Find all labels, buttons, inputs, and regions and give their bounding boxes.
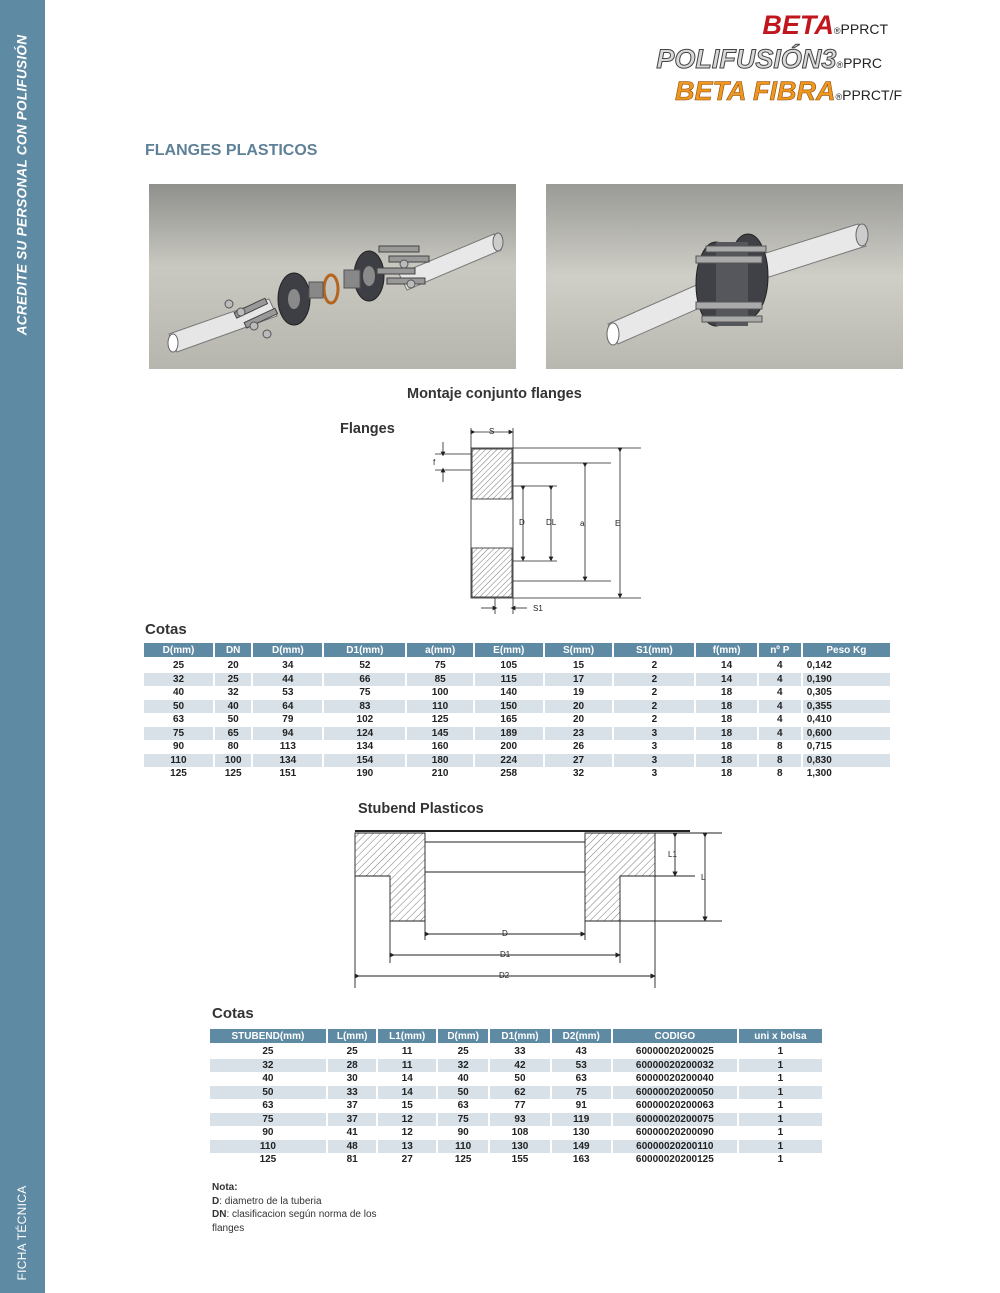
column-header: S1(mm) — [614, 643, 694, 659]
table-cell: 18 — [721, 714, 733, 726]
table-cell: 0,305 — [806, 687, 832, 699]
table-row — [144, 767, 890, 781]
table-cell: 25 — [215, 673, 251, 687]
table-cell: 53 — [552, 1059, 611, 1073]
table-cell: 32 — [572, 768, 585, 780]
stubend-table — [208, 1029, 824, 1167]
table-row — [210, 1140, 822, 1154]
note-title — [212, 1181, 402, 1195]
table-cell: 102 — [356, 714, 374, 726]
table-cell: 110 — [210, 1140, 326, 1154]
table-cell: 125 — [431, 714, 449, 726]
table-cell: 63 — [172, 714, 185, 726]
table-cell: 90 — [262, 1127, 274, 1139]
table-cell: 18 — [696, 727, 757, 741]
table-row — [210, 1113, 822, 1127]
table-cell: 25 — [262, 1046, 274, 1058]
table-cell: 80 — [227, 741, 239, 753]
table-row — [210, 1072, 822, 1086]
table-cell: 110 — [144, 754, 213, 768]
table-cell: 210 — [431, 768, 449, 780]
table-cell: 40 — [172, 687, 185, 699]
table-cell: 100 — [431, 687, 449, 699]
column-header: E(mm) — [475, 643, 543, 659]
table-cell: 110 — [407, 700, 472, 714]
table-cell: 1 — [777, 1154, 784, 1166]
table-cell: 2 — [614, 700, 694, 714]
table-cell: 63 — [575, 1073, 587, 1085]
column-header: D(mm) — [144, 643, 213, 659]
table-cell: 165 — [500, 714, 518, 726]
table-header-row — [210, 1029, 822, 1045]
table-cell: 1 — [777, 1127, 784, 1139]
table-cell: 130 — [490, 1140, 549, 1154]
table-cell: 190 — [356, 768, 374, 780]
table-cell: 0,410 — [806, 714, 832, 726]
table-cell: 32 — [438, 1059, 488, 1073]
table-cell: 145 — [407, 727, 472, 741]
table-cell: 20 — [572, 714, 585, 726]
column-header: D1(mm) — [324, 643, 405, 659]
table-row — [210, 1126, 822, 1140]
table-cell: 34 — [282, 660, 294, 672]
table-cell: 27 — [401, 1154, 413, 1166]
table-cell: 4 — [759, 673, 801, 687]
table-cell: 41 — [346, 1127, 358, 1139]
label-l1: L1 — [668, 850, 677, 859]
table-cell: 113 — [279, 741, 296, 753]
table-cell: 3 — [651, 768, 658, 780]
table-row — [144, 700, 890, 714]
column-header: CODIGO — [613, 1029, 737, 1045]
table-cell: 0,190 — [803, 673, 890, 687]
photo-caption: Montaje conjunto flanges — [407, 386, 582, 402]
table-cell: 77 — [514, 1100, 526, 1112]
table-cell: 151 — [279, 768, 297, 780]
table-cell: 50 — [438, 1086, 488, 1100]
table-header-row — [144, 643, 890, 659]
brand-suffix: PPRC — [843, 55, 882, 71]
page-title: FLANGES PLASTICOS — [145, 142, 318, 159]
label-e: E — [615, 519, 621, 528]
table-cell: 4 — [759, 727, 801, 741]
table-cell: 4 — [759, 700, 801, 714]
column-header: L(mm) — [328, 1029, 377, 1045]
table-cell: 15 — [572, 660, 585, 672]
brand-beta-logo — [762, 10, 888, 41]
column-header: S(mm) — [545, 643, 613, 659]
table-row — [144, 754, 890, 768]
sidebar — [0, 0, 45, 1293]
table-cell: 83 — [324, 700, 405, 714]
table-cell: 2 — [651, 687, 658, 699]
table-cell: 108 — [511, 1127, 529, 1139]
label-d2: D2 — [499, 971, 510, 980]
table-cell: 52 — [359, 660, 371, 672]
table-row — [210, 1045, 822, 1059]
table-cell: 32 — [210, 1059, 326, 1073]
column-header: Peso Kg — [803, 643, 890, 659]
table-cell: 60000020200032 — [613, 1059, 737, 1073]
table-cell: 65 — [215, 727, 251, 741]
table-cell: 64 — [253, 700, 322, 714]
table-cell: 1 — [739, 1113, 822, 1127]
table-row — [210, 1059, 822, 1073]
table-cell: 2 — [614, 673, 694, 687]
table-cell: 93 — [490, 1113, 549, 1127]
table-cell: 15 — [401, 1100, 413, 1112]
table-cell: 124 — [324, 727, 405, 741]
table-cell: 60000020200090 — [635, 1127, 714, 1139]
table-cell: 60000020200125 — [635, 1154, 714, 1166]
table-cell: 42 — [490, 1059, 549, 1073]
table-cell: 1 — [739, 1140, 822, 1154]
table-cell: 0,600 — [803, 727, 890, 741]
label-d1: DL — [546, 518, 557, 527]
table-cell: 33 — [514, 1046, 526, 1058]
table-cell: 90 — [457, 1127, 469, 1139]
table-cell: 258 — [500, 768, 518, 780]
table-cell: 66 — [324, 673, 405, 687]
table-row — [144, 740, 890, 754]
stubend-drawing — [350, 828, 730, 993]
table-cell: 8 — [777, 768, 783, 780]
table-cell: 17 — [545, 673, 613, 687]
table-cell: 60000020200075 — [613, 1113, 737, 1127]
table-cell: 110 — [438, 1140, 488, 1154]
table-cell: 60000020200063 — [635, 1100, 714, 1112]
table-cell: 25 — [457, 1046, 469, 1058]
flanges-heading: Flanges — [340, 421, 395, 437]
table-cell: 20 — [545, 700, 613, 714]
note-text: : diametro de la tuberia — [219, 1195, 322, 1207]
table-cell: 1 — [777, 1100, 784, 1112]
brand-name: BETA — [762, 10, 834, 40]
note-line — [212, 1208, 402, 1235]
exploded-assembly-photo — [149, 184, 516, 369]
table-cell: 189 — [475, 727, 543, 741]
table-cell: 180 — [407, 754, 472, 768]
table-cell: 40 — [215, 700, 251, 714]
table-cell: 27 — [545, 754, 613, 768]
sidebar-bottom-text: FICHA TÉCNICA — [15, 1184, 29, 1281]
table-cell: 18 — [696, 754, 757, 768]
table-cell: 25 — [346, 1046, 358, 1058]
table-cell: 75 — [438, 1113, 488, 1127]
table-cell: 12 — [401, 1127, 413, 1139]
table-cell: 154 — [324, 754, 405, 768]
column-header: L1(mm) — [378, 1029, 435, 1045]
table-cell: 4 — [777, 687, 783, 699]
cotas-heading: Cotas — [145, 621, 187, 638]
table-row — [210, 1086, 822, 1100]
table-cell: 81 — [346, 1154, 358, 1166]
note-text: : clasificacion según norma de los flanges — [212, 1209, 377, 1234]
table-cell: 28 — [328, 1059, 377, 1073]
table-row — [210, 1153, 822, 1167]
table-cell: 125 — [454, 1154, 472, 1166]
table-cell: 125 — [224, 768, 242, 780]
table-cell: 37 — [346, 1100, 358, 1112]
note-key: D — [212, 1195, 220, 1207]
table-cell: 50 — [227, 714, 239, 726]
table-cell: 0,142 — [806, 660, 832, 672]
label-s1: S1 — [533, 604, 543, 613]
table-cell: 14 — [721, 660, 733, 672]
table-cell: 50 — [514, 1073, 526, 1085]
table-cell: 75 — [210, 1113, 326, 1127]
brand-name: POLIFUSIÓN3 — [656, 44, 837, 74]
table-cell: 63 — [457, 1100, 469, 1112]
table-cell: 50 — [210, 1086, 326, 1100]
table-cell: 62 — [490, 1086, 549, 1100]
table-cell: 60000020200025 — [635, 1046, 714, 1058]
table-cell: 224 — [475, 754, 543, 768]
table-row — [144, 727, 890, 741]
table-cell: 119 — [552, 1113, 611, 1127]
table-cell: 12 — [378, 1113, 435, 1127]
label-f: f — [433, 458, 436, 467]
table-cell: 53 — [282, 687, 294, 699]
table-cell: 40 — [457, 1073, 469, 1085]
table-cell: 75 — [434, 660, 446, 672]
table-cell: 60000020200050 — [613, 1086, 737, 1100]
table-cell: 26 — [572, 741, 585, 753]
brand-suffix: PPRCT — [840, 21, 888, 37]
sidebar-top-text: ACREDITE SU PERSONAL CON POLIFUSIÓN — [14, 34, 30, 336]
note-block — [212, 1181, 402, 1235]
column-header: a(mm) — [407, 643, 472, 659]
table-cell: 32 — [227, 687, 239, 699]
label-a: a — [580, 519, 585, 528]
column-header: D2(mm) — [552, 1029, 611, 1045]
table-cell: 3 — [614, 754, 694, 768]
table-cell: 30 — [346, 1073, 358, 1085]
table-cell: 4 — [777, 714, 783, 726]
table-cell: 3 — [614, 727, 694, 741]
label-d: D — [502, 929, 508, 938]
table-row — [144, 673, 890, 687]
table-cell: 155 — [511, 1154, 529, 1166]
table-cell: 140 — [500, 687, 518, 699]
table-cell: 134 — [356, 741, 374, 753]
table-cell: 2 — [651, 660, 658, 672]
table-cell: 20 — [227, 660, 239, 672]
column-header: STUBEND(mm) — [210, 1029, 326, 1045]
table-cell: 1,300 — [806, 768, 832, 780]
column-header: f(mm) — [696, 643, 757, 659]
table-cell: 0,830 — [803, 754, 890, 768]
label-l: L — [701, 873, 706, 882]
table-cell: 115 — [475, 673, 543, 687]
table-cell: 18 — [721, 687, 733, 699]
note-key: DN — [212, 1209, 227, 1220]
table-cell: 63 — [262, 1100, 274, 1112]
brand-reg: ® — [835, 92, 843, 102]
column-header: uni x bolsa — [739, 1029, 822, 1045]
table-cell: 18 — [721, 741, 733, 753]
brand-suffix: PPRCT/F — [842, 87, 902, 103]
table-cell: 37 — [328, 1113, 377, 1127]
table-cell: 14 — [401, 1073, 413, 1085]
table-cell: 91 — [575, 1100, 587, 1112]
table-cell: 32 — [144, 673, 213, 687]
sidebar-top-wrap — [4, 20, 40, 350]
table-cell: 0,715 — [806, 741, 832, 753]
stubend-heading: Stubend Plasticos — [358, 801, 484, 817]
column-header: DN — [215, 643, 251, 659]
table-cell: 1 — [739, 1086, 822, 1100]
column-header: nº P — [759, 643, 801, 659]
table-cell: 163 — [572, 1154, 590, 1166]
table-cell: 48 — [328, 1140, 377, 1154]
table-cell: 85 — [407, 673, 472, 687]
table-cell: 2 — [651, 714, 658, 726]
table-cell: 134 — [253, 754, 322, 768]
brand-beta-fibra-logo — [675, 76, 902, 107]
table-row — [144, 686, 890, 700]
label-d1: D1 — [500, 950, 511, 959]
brand-polifusion-logo — [656, 44, 882, 75]
table-cell: 90 — [172, 741, 185, 753]
table-cell: 75 — [144, 727, 213, 741]
table-cell: 11 — [378, 1059, 435, 1073]
brand-name: BETA FIBRA — [674, 76, 836, 106]
column-header: D(mm) — [438, 1029, 488, 1045]
label-s: S — [489, 427, 495, 436]
table-cell: 18 — [696, 700, 757, 714]
column-header: D1(mm) — [490, 1029, 549, 1045]
table-cell: 25 — [172, 660, 185, 672]
table-cell: 125 — [170, 768, 187, 780]
table-cell: 60000020200040 — [635, 1073, 714, 1085]
table-cell: 1 — [777, 1073, 784, 1085]
table-cell: 8 — [777, 741, 783, 753]
table-row — [144, 713, 890, 727]
table-cell: 79 — [282, 714, 294, 726]
table-cell: 8 — [759, 754, 801, 768]
table-cell: 150 — [475, 700, 543, 714]
column-header: D(mm) — [253, 643, 322, 659]
table-cell: 94 — [253, 727, 322, 741]
cotas-heading-2: Cotas — [212, 1005, 254, 1022]
table-cell: 19 — [572, 687, 585, 699]
table-cell: 149 — [552, 1140, 611, 1154]
table-cell: 23 — [545, 727, 613, 741]
table-cell: 75 — [359, 687, 371, 699]
table-cell: 50 — [144, 700, 213, 714]
table-cell: 0,355 — [803, 700, 890, 714]
table-cell: 3 — [651, 741, 658, 753]
table-cell: 75 — [552, 1086, 611, 1100]
table-cell: 60000020200110 — [613, 1140, 737, 1154]
brand-reg: ® — [833, 26, 841, 36]
table-cell: 105 — [500, 660, 518, 672]
table-cell: 4 — [777, 660, 783, 672]
table-row — [210, 1099, 822, 1113]
table-cell: 18 — [721, 768, 733, 780]
assembled-flange-photo — [546, 184, 903, 369]
table-cell: 14 — [696, 673, 757, 687]
table-cell: 200 — [500, 741, 518, 753]
table-cell: 100 — [215, 754, 251, 768]
table-cell: 1 — [777, 1046, 784, 1058]
label-d: D — [519, 518, 525, 527]
table-cell: 11 — [401, 1046, 413, 1058]
table-cell: 33 — [328, 1086, 377, 1100]
table-cell: 160 — [431, 741, 449, 753]
brand-reg: ® — [836, 60, 844, 70]
table-cell: 14 — [378, 1086, 435, 1100]
table-cell: 1 — [739, 1059, 822, 1073]
table-cell: 44 — [253, 673, 322, 687]
table-cell: 43 — [575, 1046, 587, 1058]
table-cell: 125 — [259, 1154, 277, 1166]
flanges-table — [142, 643, 892, 781]
table-cell: 130 — [572, 1127, 590, 1139]
table-row — [144, 659, 890, 673]
note-title-text: Nota: — [212, 1182, 238, 1193]
flange-drawing — [415, 418, 645, 616]
table-cell: 13 — [378, 1140, 435, 1154]
table-cell: 40 — [262, 1073, 274, 1085]
sidebar-bottom-wrap — [4, 1180, 40, 1285]
note-line — [212, 1195, 402, 1209]
